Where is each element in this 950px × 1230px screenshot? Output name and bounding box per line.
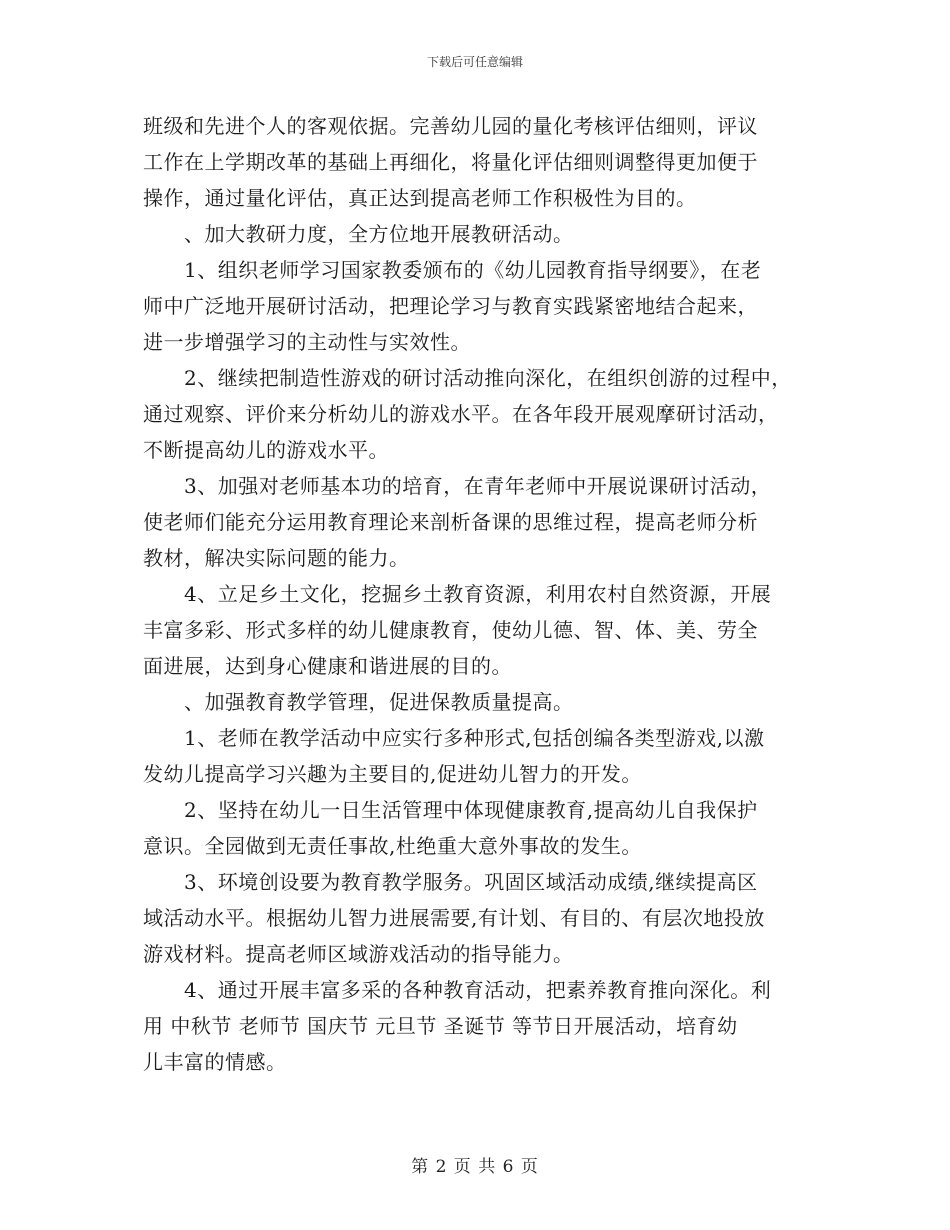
text-line: 进一步增强学习的主动性与实效性。 (143, 330, 471, 354)
text-line: 不断提高幼儿的游戏水平。 (143, 438, 389, 462)
text-line: 意识。全园做到无责任事故,杜绝重大意外事故的发生。 (143, 834, 642, 858)
text-line: 面进展，达到身心健康和谐进展的目的。 (143, 654, 512, 678)
text-line: 4、立足乡土文化，挖掘乡土教育资源，利用农村自然资源，开展 (143, 582, 772, 606)
text-line: 域活动水平。根据幼儿智力进展需要,有计划、有目的、有层次地投放 (143, 906, 765, 930)
text-line: 4、通过开展丰富多采的各种教育活动，把素养教育推向深化。利 (143, 978, 772, 1002)
text-line: 用 中秋节 老师节 国庆节 元旦节 圣诞节 等节日开展活动，培育幼 (143, 1014, 738, 1038)
text-line: 3、环境创设要为教育教学服务。巩固区域活动成绩,继续提高区 (143, 870, 758, 894)
page-header-note: 下载后可任意编辑 (426, 55, 523, 69)
text-line: 工作在上学期改革的基础上再细化，将量化评估细则调整得更加便于 (143, 150, 758, 174)
text-line: 丰富多彩、形式多样的幼儿健康教育，使幼儿德、智、体、美、劳全 (143, 618, 758, 642)
text-line: 1、组织老师学习国家教委颁布的《幼儿园教育指导纲要》，在老 (143, 258, 762, 282)
text-line: 操作，通过量化评估，真正达到提高老师工作积极性为目的。 (143, 186, 697, 210)
section-heading: 、加大教研力度，全方位地开展教研活动。 (143, 222, 574, 246)
document-body (143, 108, 833, 1080)
text-line: 使老师们能充分运用教育理论来剖析备课的思维过程，提高老师分析 (143, 510, 758, 534)
text-line: 发幼儿提高学习兴趣为主要目的,促进幼儿智力的开发。 (143, 762, 642, 786)
text-line: 通过观察、评价来分析幼儿的游戏水平。在各年段开展观摩研讨活动， (143, 402, 779, 426)
section-heading: 、加强教育教学管理，促进保教质量提高。 (143, 690, 574, 714)
text-line: 游戏材料。提高老师区域游戏活动的指导能力。 (143, 942, 574, 966)
text-line: 2、坚持在幼儿一日生活管理中体现健康教育,提高幼儿自我保护 (143, 798, 758, 822)
text-line: 师中广泛地开展研讨活动，把理论学习与教育实践紧密地结合起来， (143, 294, 758, 318)
text-line: 2、继续把制造性游戏的研讨活动推向深化，在组织创游的过程中， (143, 366, 792, 390)
text-line: 儿丰富的情感。 (143, 1050, 287, 1074)
text-line: 3、加强对老师基本功的培育，在青年老师中开展说课研讨活动， (143, 474, 772, 498)
text-line: 班级和先进个人的客观依据。完善幼儿园的量化考核评估细则，评议 (143, 114, 758, 138)
page-number-footer: 第 2 页 共 6 页 (411, 1157, 539, 1177)
text-line: 教材，解决实际问题的能力。 (143, 546, 410, 570)
text-line: 1、老师在教学活动中应实行多种形式,包括创编各类型游戏,以激 (143, 726, 765, 750)
